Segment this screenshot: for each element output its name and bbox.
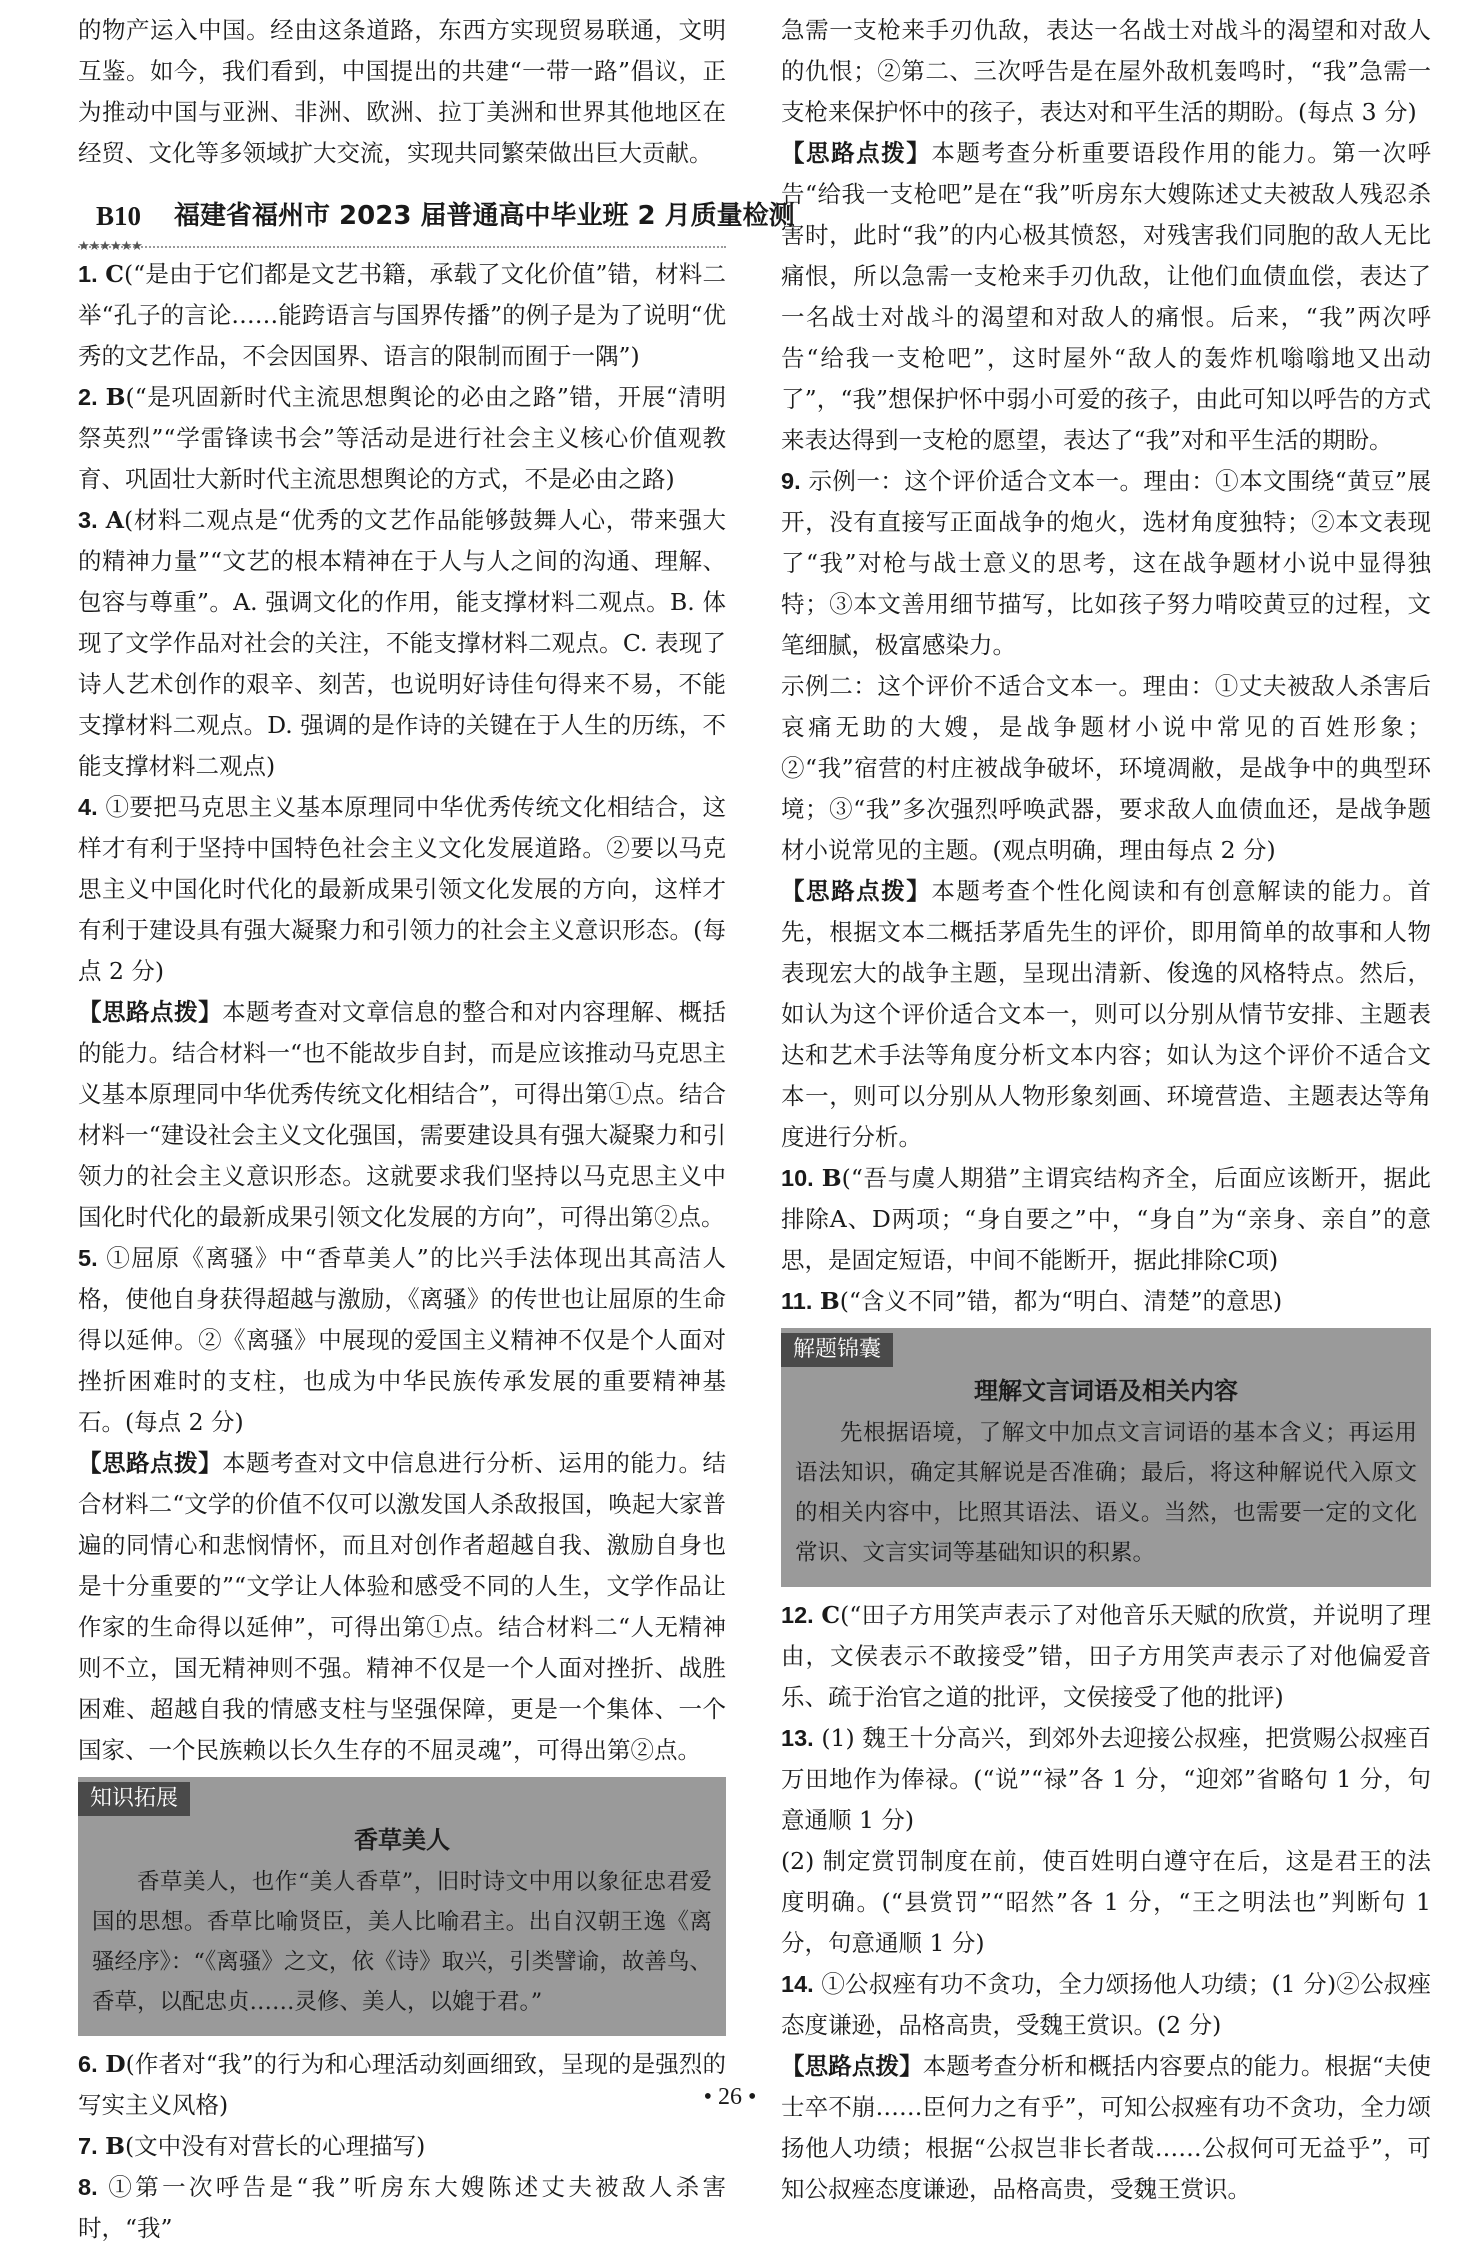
tip-label: 【思路点拨】 — [781, 877, 932, 905]
tip-label: 【思路点拨】 — [78, 1449, 223, 1477]
box-title: 香草美人 — [354, 1825, 450, 1854]
decorative-stars: ★★★★★★ — [78, 239, 142, 254]
answer-3: 3. A(材料二观点是“优秀的文艺作品能够鼓舞人心，带来强大的精神力量”“文艺的根本精神在于人与人之间的沟通、理解、包容与尊重”。A. 强调文化的作用，能支撑材料二观点。B. 体现了文学作品对社会的关注，不能支撑材料二观点。C. 表现了诗人艺术创作的艰辛、刻苦，也说明好诗佳句得来不易，不能支撑材料二观点。D. 强调的是作诗的关键在于人生的历练，不能支撑材料二观点) — [78, 506, 726, 780]
answer-5: 5. ①屈原《离骚》中“香草美人”的比兴手法体现出其高洁人格，使他自身获得超越与激励，《离骚》的传世也让屈原的生命得以延伸。②《离骚》中展现的爱国主义精神不仅是个人面对挫折困难时的支柱，也成为中华民族传承发展的重要精神基石。(每点 2 分) — [78, 1244, 726, 1436]
tip-8: 【思路点拨】本题考查分析重要语段作用的能力。第一次呼告“给我一支枪吧”是在“我”听房东大嫂陈述丈夫被敌人残忍杀害时，此时“我”的内心极其愤怒，对残害我们同胞的敌人无比痛恨，所以急需一支枪来手刃仇敌，让他们血债血偿，表达了一名战士对战斗的渴望和对敌人的痛恨。后来，“我”两次呼告“给我一支枪吧”，这时屋外“敌人的轰炸机嗡嗡地又出动了”，“我”想保护怀中弱小可爱的孩子，由此可知以呼告的方式来表达得到一支枪的愿望，表达了“我”对和平生活的期盼。 — [781, 139, 1432, 454]
answer-13-2: (2) 制定赏罚制度在前，使百姓明白遵守在后，这是君王的法度明确。(“县赏罚”“昭然”各 1 分，“王之明法也”判断句 1 分，句意通顺 1 分) — [781, 1847, 1431, 1957]
answer-1: 1. C(“是由于它们都是文艺书籍，承载了文化价值”错，材料二举“孔子的言论……能跨语言与国界传播”的例子是为了说明“优秀的文艺作品，不会因国界、语言的限制而囿于一隅”) — [78, 260, 726, 370]
box-label: 知识拓展 — [78, 1782, 190, 1816]
box-body: 香草美人，也作“美人香草”，旧时诗文中用以象征忠君爱国的思想。香草比喻贤臣，美人比喻君主。出自汉朝王逸《离骚经序》：“《离骚》之文，依《诗》取兴，引类譬谕，故善鸟、香草，以配忠贞……灵修、美人，以媲于君。” — [92, 1869, 712, 2015]
section-header — [78, 188, 795, 254]
intro-paragraph: 的物产运入中国。经由这条道路，东西方实现贸易联通，文明互鉴。如今，我们看到，中国提出的共建“一带一路”倡议，正为推动中国与亚洲、非洲、欧洲、拉丁美洲和世界其他地区在经贸、文化等多领域扩大交流，实现共同繁荣做出巨大贡献。 — [78, 16, 726, 167]
box-label: 解题锦囊 — [781, 1333, 893, 1367]
section-code: B10 — [96, 201, 142, 231]
box-title: 理解文言词语及相关内容 — [974, 1376, 1238, 1405]
tip-4: 【思路点拨】本题考查对文章信息的整合和对内容理解、概括的能力。结合材料一“也不能故步自封，而是应该推动马克思主义基本原理同中华优秀传统文化相结合”，可得出第①点。结合材料一“建设社会主义文化强国，需要建设具有强大凝聚力和引领力的社会主义意识形态。这就要求我们坚持以马克思主义中国化时代化的最新成果引领文化发展的方向”，可得出第②点。 — [78, 998, 727, 1231]
tip-9: 【思路点拨】本题考查个性化阅读和有创意解读的能力。首先，根据文本二概括茅盾先生的评价，即用简单的故事和人物表现宏大的战争主题，呈现出清新、俊逸的风格特点。然后，如认为这个评价适合文本一，则可以分别从情节安排、主题表达和艺术手法等角度分析文本内容；如认为这个评价不适合文本一，则可以分别从人物形象刻画、环境营造、主题表达等角度进行分析。 — [781, 877, 1432, 1151]
tip-14: 【思路点拨】本题考查分析和概括内容要点的能力。根据“夫使士卒不崩……臣何力之有乎”，可知公叔痤有功不贪功，全力颂扬他人功绩；根据“公叔岂非长者哉……公叔何可无益乎”，可知公叔痤态度谦逊，品格高贵，受魏王赏识。 — [781, 2052, 1432, 2203]
answer-9: 9. 示例一：这个评价适合文本一。理由：①本文围绕“黄豆”展开，没有直接写正面战争的炮火，选材角度独特；②本文表现了“我”对枪与战士意义的思考，这在战争题材小说中显得独特；③本文善用细节描写，比如孩子努力啃咬黄豆的过程，文笔细腻，极富感染力。 — [781, 467, 1431, 659]
answer-10: 10. B(“吾与虞人期猎”主谓宾结构齐全，后面应该断开，据此排除A、D两项；“身自要之”中，“身自”为“亲身、亲自”的意思，是固定短语，中间不能断开，据此排除C项) — [781, 1164, 1431, 1274]
answer-8-continued: 急需一支枪来手刃仇敌，表达一名战士对战斗的渴望和对敌人的仇恨；②第二、三次呼告是在屋外敌机轰鸣时，“我”急需一支枪来保护怀中的孩子，表达对和平生活的期盼。(每点 3 分) — [781, 16, 1431, 126]
answer-6: 6. D(作者对“我”的行为和心理活动刻画细致，呈现的是强烈的写实主义风格) — [78, 2050, 726, 2119]
answer-7: 7. B(文中没有对营长的心理描写) — [78, 2132, 426, 2160]
tip-5: 【思路点拨】本题考查对文中信息进行分析、运用的能力。结合材料二“文学的价值不仅可以激发国人杀敌报国，唤起大家普遍的同情心和悲悯情怀，而且对创作者超越自我、激励自身也是十分重要的”“文学让人体验和感受不同的人生，文学作品让作家的生命得以延伸”，可得出第①点。结合材料二“人无精神则不立，国无精神则不强。精神不仅是一个人面对挫折、战胜困难、超越自我的情感支柱与坚强保障，更是一个集体、一个国家、一个民族赖以长久生存的不屈灵魂”，可得出第②点。 — [78, 1449, 727, 1764]
section-title: 福建省福州市 2023 届普通高中毕业班 2 月质量检测 — [174, 201, 795, 231]
page-number: • 26 • — [703, 2084, 757, 2110]
tip-label: 【思路点拨】 — [78, 998, 223, 1026]
right-column — [781, 10, 1431, 2210]
tip-label: 【思路点拨】 — [781, 2052, 923, 2080]
answer-9-example-2: 示例二：这个评价不适合文本一。理由：①丈夫被敌人杀害后哀痛无助的大嫂，是战争题材小说中常见的百姓形象；②“我”宿营的村庄被战争破坏，环境凋敝，是战争中的典型环境；③“我”多次强烈呼唤武器，要求敌人血债血还，是战争题材小说常见的主题。(观点明确，理由每点 2 分) — [781, 672, 1431, 864]
tip-label: 【思路点拨】 — [781, 139, 932, 167]
box-body: 先根据语境，了解文中加点文言词语的基本含义；再运用语法知识，确定其解说是否准确；最后，将这种解说代入原文的相关内容中，比照其语法、语义。当然，也需要一定的文化常识、文言实词等基础知识的积累。 — [795, 1420, 1417, 1566]
answer-13-1: 13. (1) 魏王十分高兴，到郊外去迎接公叔痤，把赏赐公叔痤百万田地作为俸禄。(“说”“禄”各 1 分，“迎郊”省略句 1 分，句意通顺 1 分) — [781, 1724, 1431, 1834]
solving-tips-box — [781, 1328, 1431, 1587]
answer-2: 2. B(“是巩固新时代主流思想舆论的必由之路”错，开展“清明祭英烈”“学雷锋读书会”等活动是进行社会主义核心价值观教育、巩固壮大新时代主流思想舆论的方式，不是必由之路) — [78, 383, 726, 493]
answer-4: 4. ①要把马克思主义基本原理同中华优秀传统文化相结合，这样才有利于坚持中国特色社会主义文化发展道路。②要以马克思主义中国化时代化的最新成果引领文化发展的方向，这样才有利于建设具有强大凝聚力和引领力的社会主义意识形态。(每点 2 分) — [78, 793, 726, 985]
answer-12: 12. C(“田子方用笑声表示了对他音乐天赋的欣赏，并说明了理由，文侯表示不敢接受”错，田子方用笑声表示了对他偏爱音乐、疏于治官之道的批评，文侯接受了他的批评) — [781, 1601, 1431, 1711]
knowledge-extension-box — [78, 1777, 726, 2036]
answer-8: 8. ①第一次呼告是“我”听房东大嫂陈述丈夫被敌人杀害时，“我” — [78, 2173, 726, 2242]
answer-11: 11. B(“含义不同”错，都为“明白、清楚”的意思) — [781, 1287, 1283, 1315]
answer-14: 14. ①公叔痤有功不贪功，全力颂扬他人功绩；(1 分)②公叔痤态度谦逊，品格高贵，受魏王赏识。(2 分) — [781, 1970, 1431, 2039]
